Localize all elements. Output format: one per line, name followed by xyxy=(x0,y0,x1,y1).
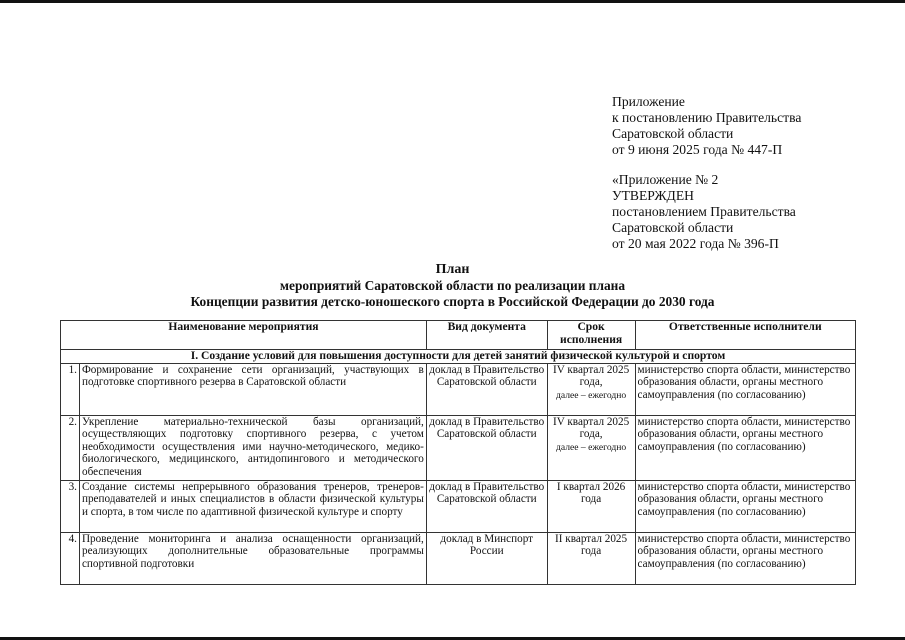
title-line-2: мероприятий Саратовской области по реализации плана xyxy=(279,278,626,293)
table-row xyxy=(61,363,856,415)
annex-line: Саратовской области xyxy=(612,126,734,141)
title-line-1: План xyxy=(435,262,470,277)
annex-line: «Приложение № 2 xyxy=(612,172,719,187)
header-doc: Вид документа xyxy=(426,321,547,350)
header-term: Срок исполнения xyxy=(547,321,635,350)
annex-line: Саратовской области xyxy=(612,220,734,235)
header-resp: Ответственные исполнители xyxy=(635,321,855,350)
row-doc: доклад в Правительство Саратовской области xyxy=(426,363,547,415)
row-name: Проведение мониторинга и анализа оснащенности организаций, реализующих дополнительные образовательные программы спортивной подготовки xyxy=(79,532,426,584)
term-text: IV квартал 2025 года, xyxy=(552,363,630,389)
row-name: Создание системы непрерывного образования тренеров, тренеров-преподавателей и иных специалистов в области физической культуры и спорта, в том числе по адаптивной физической культуре и спорту xyxy=(79,480,426,532)
row-doc: доклад в Правительство Саратовской области xyxy=(426,415,547,480)
table-header-row xyxy=(61,321,856,350)
section-row xyxy=(61,350,856,364)
section-title: I. Создание условий для повышения доступности для детей занятий физической культурой и спортом xyxy=(61,350,856,364)
annex-line: Приложение xyxy=(612,94,685,109)
row-term xyxy=(547,363,635,415)
table-row xyxy=(61,532,856,584)
term-text: IV квартал 2025 года, xyxy=(552,415,630,441)
row-name: Укрепление материально-технической базы организаций, осуществляющих подготовку спортивного резерва, с учетом необходимости осуществления ими научно-методического, медико-биологического, медицинского, антидопингового и методического обеспечения xyxy=(79,415,426,480)
row-doc: доклад в Минспорт России xyxy=(426,532,547,584)
row-term xyxy=(547,415,635,480)
row-term: I квартал 2026 года xyxy=(547,480,635,532)
row-number: 4. xyxy=(61,532,80,584)
annex-line: от 20 мая 2022 года № 396-П xyxy=(612,236,779,251)
row-doc: доклад в Правительство Саратовской области xyxy=(426,480,547,532)
annex-line: постановлением Правительства xyxy=(612,204,796,219)
table-row xyxy=(61,415,856,480)
annex-line: УТВЕРЖДЕН xyxy=(612,188,694,203)
annex-block xyxy=(612,94,872,252)
annex-line: к постановлению Правительства xyxy=(612,110,802,125)
row-resp: министерство спорта области, министерство образования области, органы местного самоуправления (по согласованию) xyxy=(635,532,855,584)
row-term: II квартал 2025 года xyxy=(547,532,635,584)
document-title xyxy=(0,262,905,310)
term-note: далее – ежегодно xyxy=(556,441,627,453)
plan-table xyxy=(60,320,856,585)
row-name: Формирование и сохранение сети организаций, участвующих в подготовке спортивного резерва в Саратовской области xyxy=(79,363,426,415)
row-resp: министерство спорта области, министерство образования области, органы местного самоуправления (по согласованию) xyxy=(635,415,855,480)
header-name: Наименование мероприятия xyxy=(61,321,427,350)
row-number: 2. xyxy=(61,415,80,480)
term-note: далее – ежегодно xyxy=(556,389,627,401)
row-resp: министерство спорта области, министерство образования области, органы местного самоуправления (по согласованию) xyxy=(635,480,855,532)
annex-line: от 9 июня 2025 года № 447-П xyxy=(612,142,783,157)
table-row xyxy=(61,480,856,532)
row-number: 1. xyxy=(61,363,80,415)
row-number: 3. xyxy=(61,480,80,532)
scan-edge-top xyxy=(0,0,905,3)
row-resp: министерство спорта области, министерство образования области, органы местного самоуправления (по согласованию) xyxy=(635,363,855,415)
title-line-3: Концепции развития детско-юношеского спорта в Российской Федерации до 2030 года xyxy=(190,294,715,309)
